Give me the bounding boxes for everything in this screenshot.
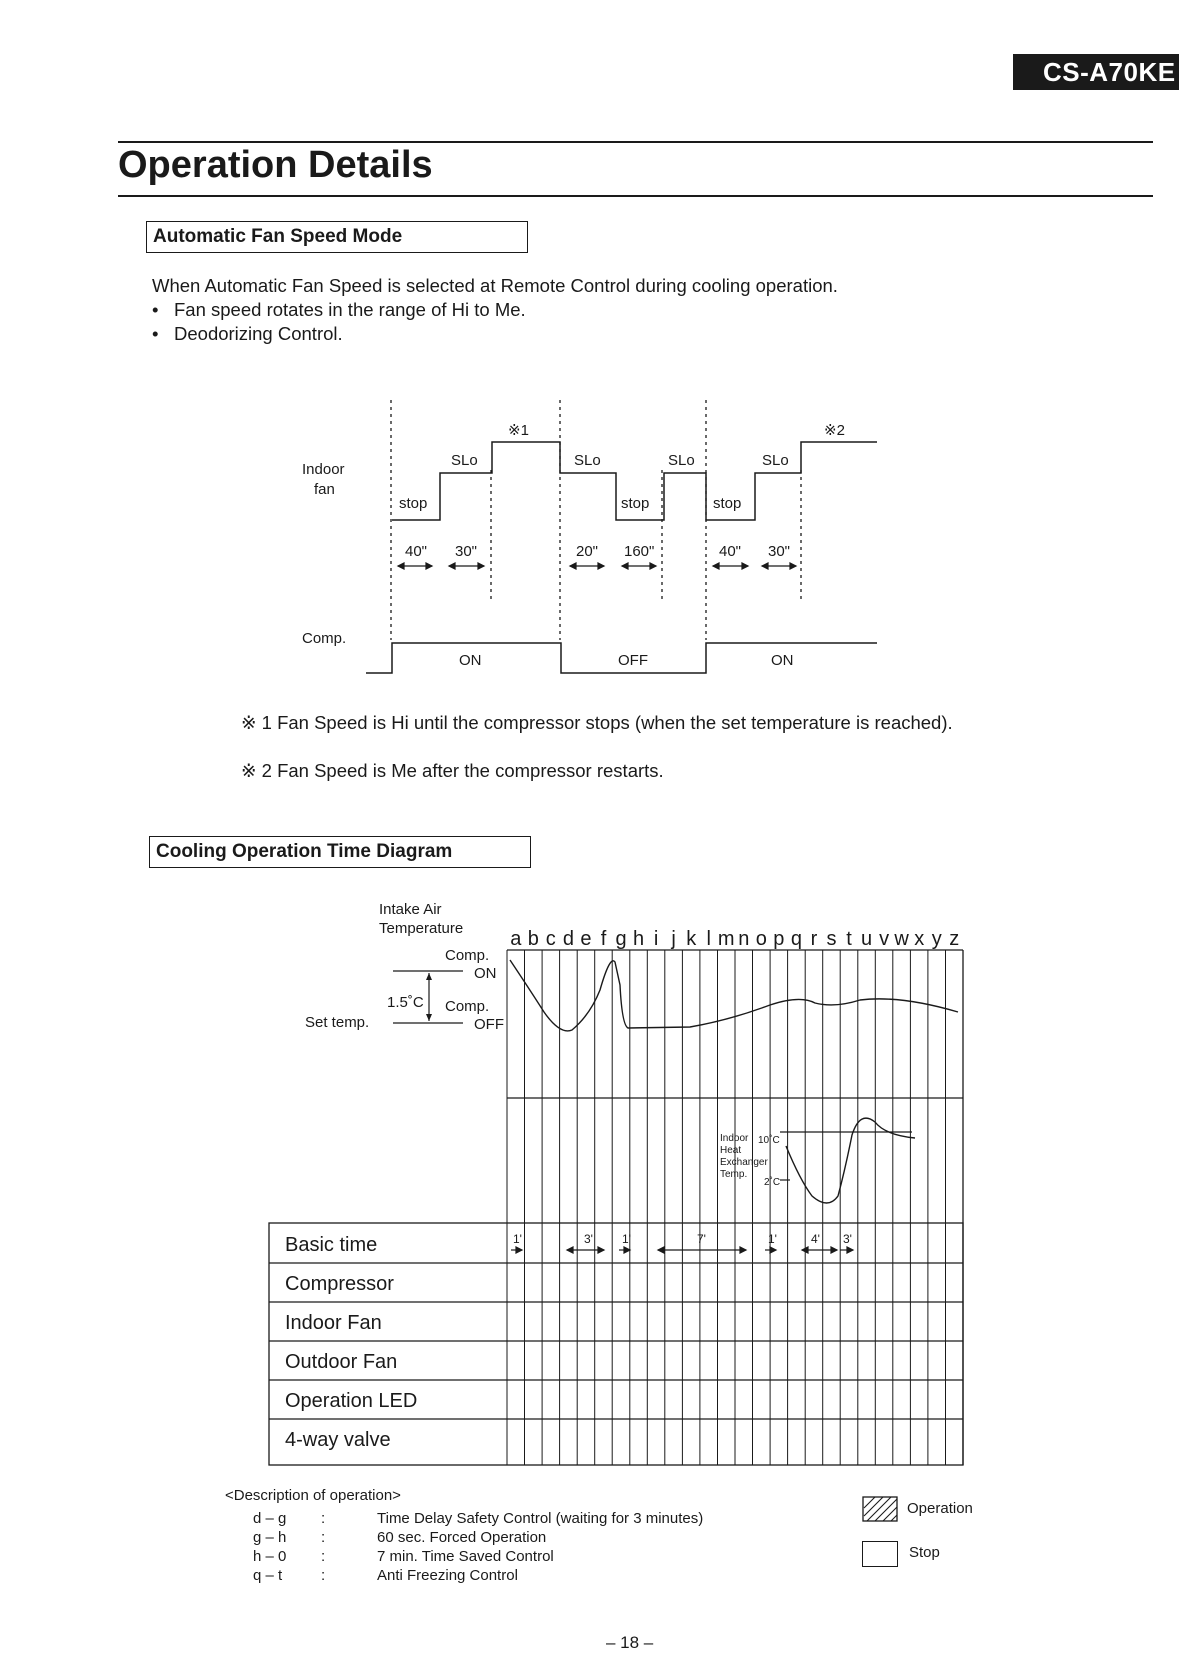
- slo-label: SLo: [451, 452, 478, 469]
- time-arrows: [398, 563, 796, 569]
- hx-label-3: Exchanger: [720, 1157, 768, 1168]
- note-1: ※ 1 Fan Speed is Hi until the compressor stops (when the set temperature is reached).: [241, 712, 953, 733]
- cooling-time-diagram: [0, 880, 1179, 1470]
- time-point-letter: m: [717, 928, 735, 950]
- time-label: 1': [513, 1232, 522, 1246]
- time-point-letter: l: [706, 928, 711, 950]
- stop-label: stop: [621, 495, 650, 512]
- slo-label: SLo: [668, 452, 695, 469]
- hx-label-2: Heat: [720, 1145, 742, 1156]
- comp-off-label-1: Comp.: [445, 998, 490, 1015]
- marker-2: ※2: [824, 422, 845, 439]
- comp-label: Comp.: [302, 630, 347, 647]
- description-title: <Description of operation>: [225, 1487, 401, 1504]
- time-point-letter: s: [826, 928, 837, 950]
- time-point-letter: j: [671, 928, 676, 950]
- time-label: 4': [811, 1232, 820, 1246]
- letter-axis: [510, 928, 959, 950]
- description-text: 60 sec. Forced Operation: [377, 1529, 547, 1546]
- row-label-4-way-valve: 4-way valve: [285, 1429, 391, 1451]
- fan-speed-diagram: [0, 0, 1179, 780]
- description-text: 7 min. Time Saved Control: [377, 1548, 554, 1565]
- fan-mode-intro: When Automatic Fan Speed is selected at Remote Control during cooling operation.: [152, 275, 838, 296]
- time-label: 3': [584, 1232, 593, 1246]
- description-range: h – 0: [253, 1548, 287, 1565]
- time-point-letter: p: [773, 928, 785, 950]
- grid-borders: [269, 950, 963, 1465]
- time-point-letter: e: [580, 928, 592, 950]
- description-text: Anti Freezing Control: [377, 1567, 518, 1584]
- set-temp-label: Set temp.: [305, 1014, 370, 1031]
- time-label: 20": [576, 543, 599, 560]
- row-label-operation-led: Operation LED: [285, 1390, 418, 1412]
- page-number: – 18 –: [606, 1633, 654, 1652]
- row-label-compressor: Compressor: [285, 1273, 394, 1295]
- time-label: 3': [843, 1232, 852, 1246]
- delta-label: 1.5˚C: [387, 994, 424, 1011]
- time-point-letter: q: [790, 928, 802, 950]
- time-point-letter: g: [615, 928, 627, 950]
- time-point-letter: h: [632, 928, 645, 950]
- marker-1: ※1: [508, 422, 529, 439]
- model-tag: CS-A70KE: [1013, 54, 1179, 90]
- time-point-letter: d: [562, 928, 574, 950]
- time-point-letter: r: [810, 928, 818, 950]
- row-label-indoor-fan: Indoor Fan: [285, 1312, 382, 1334]
- off-label: OFF: [618, 652, 648, 669]
- description-range: q – t: [253, 1567, 283, 1584]
- slo-label: SLo: [574, 452, 601, 469]
- time-label: 1': [622, 1232, 631, 1246]
- time-point-letter: u: [860, 928, 873, 950]
- time-label: 7': [697, 1232, 706, 1246]
- time-label: 40": [719, 543, 742, 560]
- note-2: ※ 2 Fan Speed is Me after the compressor restarts.: [241, 760, 664, 781]
- fan-mode-heading: Automatic Fan Speed Mode: [146, 221, 528, 253]
- comp-on-label-2: ON: [474, 965, 497, 982]
- time-point-letter: v: [879, 928, 890, 950]
- comp-off-label-2: OFF: [474, 1016, 504, 1033]
- intake-label-2: Temperature: [379, 920, 464, 937]
- description-sep: :: [321, 1529, 326, 1546]
- description-range: d – g: [253, 1510, 287, 1527]
- time-point-letter: z: [949, 928, 960, 950]
- time-point-letter: a: [510, 928, 522, 950]
- on-label: ON: [771, 652, 794, 669]
- time-label: 1': [768, 1232, 777, 1246]
- time-point-letter: b: [527, 928, 539, 950]
- time-point-letter: w: [894, 928, 909, 950]
- time-point-letter: c: [545, 928, 556, 950]
- time-label: 160": [624, 543, 655, 560]
- time-point-letter: t: [846, 928, 852, 950]
- description-text: Time Delay Safety Control (waiting for 3 minutes): [377, 1510, 704, 1527]
- time-label: 30": [455, 543, 478, 560]
- indoor-label-1: Indoor: [302, 461, 345, 478]
- time-point-letter: o: [755, 928, 767, 950]
- time-point-letter: n: [738, 928, 750, 950]
- fan-mode-bullet-1: • Fan speed rotates in the range of Hi to Me.: [152, 299, 526, 321]
- cooling-diagram-heading: Cooling Operation Time Diagram: [149, 836, 531, 868]
- time-point-letter: f: [600, 928, 607, 950]
- fan-mode-bullet-2: • Deodorizing Control.: [152, 323, 343, 345]
- page-title: Operation Details: [118, 144, 433, 186]
- stop-legend-swatch: [862, 1541, 898, 1567]
- hx-label-1: Indoor: [720, 1133, 749, 1144]
- slo-label: SLo: [762, 452, 789, 469]
- intake-label-1: Intake Air: [379, 901, 442, 918]
- stop-label: stop: [713, 495, 742, 512]
- comp-on-label-1: Comp.: [445, 947, 490, 964]
- description-sep: :: [321, 1567, 326, 1584]
- hx-10c-label: 10˚C: [758, 1135, 780, 1146]
- time-point-letter: i: [653, 928, 659, 950]
- legend-stop-label: Stop: [909, 1544, 940, 1561]
- row-label-basic-time: Basic time: [285, 1234, 378, 1256]
- time-point-letter: k: [686, 928, 697, 950]
- stop-label: stop: [399, 495, 428, 512]
- hx-label-4: Temp.: [720, 1169, 748, 1180]
- legend-operation-label: Operation: [907, 1500, 973, 1517]
- time-label: 40": [405, 543, 428, 560]
- description-sep: :: [321, 1510, 326, 1527]
- time-label: 30": [768, 543, 791, 560]
- operation-legend-swatch: [862, 1496, 898, 1522]
- description-range: g – h: [253, 1529, 287, 1546]
- time-point-letter: y: [931, 928, 942, 950]
- on-label: ON: [459, 652, 482, 669]
- description-sep: :: [321, 1548, 326, 1565]
- hx-2c-label: 2˚C: [764, 1177, 781, 1188]
- row-label-outdoor-fan: Outdoor Fan: [285, 1351, 398, 1373]
- indoor-label-2: fan: [314, 481, 335, 498]
- time-point-letter: x: [914, 928, 925, 950]
